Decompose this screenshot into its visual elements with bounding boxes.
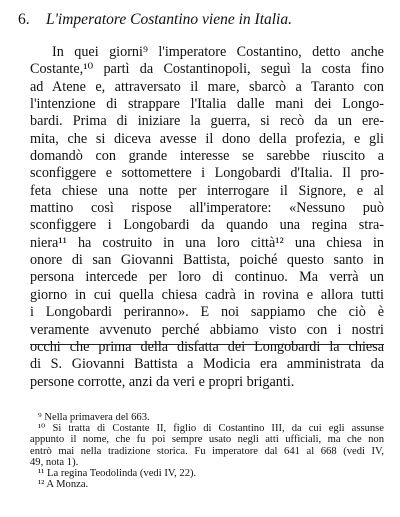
body-line: feta chiese una notte per interrogare il Signore, e al — [30, 182, 384, 199]
section-heading — [18, 10, 292, 30]
body-line: giorno in cui quella chiesa cadrà in rovina e allora tutti — [30, 286, 384, 303]
body-line: ad Atene e, attraversato il mare, sbarcò a Taranto con — [30, 78, 384, 95]
footnotes — [30, 412, 384, 490]
body-line: mita, che si diceva avesse il dono della profezia, e gli — [30, 130, 384, 147]
body-line: niera¹¹ ha costruito in una loro città¹² una chiesa in — [30, 234, 384, 251]
body-line: bardi. Prima di iniziare la guerra, si recò da un ere- — [30, 113, 384, 130]
section-number: 6. — [18, 11, 30, 28]
body-line: persona intercede per loro di continuo. Ma verrà un — [30, 269, 384, 286]
footnote-line: appunto il nome, che fu poi sempre usato negli atti ufficiali, ma che non — [30, 434, 384, 446]
footnote-line: ⁹ Nella primavera del 663. — [38, 412, 150, 423]
divider-line — [30, 344, 384, 345]
body-line: l'intenzione di strappare l'Italia dalle mani dei Longo- — [30, 96, 384, 113]
body-line: i Longobardi periranno». E noi sappiamo che ciò è — [30, 304, 384, 321]
body-line: sconfiggere i Longobardi da quando una regina stra- — [30, 217, 384, 234]
body-text — [30, 44, 384, 391]
footnote-line: ¹² A Monza. — [38, 479, 89, 491]
body-line: persone corrotte, anzi da veri e propri briganti. — [30, 373, 295, 390]
footnote-line: ¹¹ La regina Teodolinda (vedi IV, 22). — [38, 467, 197, 479]
body-line: sconfiggere e sottomettere i Longobardi d'Italia. Il pro- — [30, 165, 384, 182]
body-line: di S. Giovanni Battista a Modicia era amministrata da — [30, 356, 384, 373]
section-title: L'imperatore Costantino viene in Italia. — [46, 11, 292, 28]
body-line: veramente avvenuto perché abbiamo visto con i nostri — [30, 321, 384, 338]
footnote-line: ¹⁰ Si tratta di Costante II, figlio di Costantino III, da cui egli assunse — [38, 423, 384, 435]
body-line: mattino così rispose all'imperatore: «Nessuno può — [30, 200, 384, 217]
body-line: domandò con grande interesse se sarebbe riuscito a — [30, 148, 384, 165]
footnote-line: 49, nota 1). — [30, 456, 79, 468]
body-line: onore di san Giovanni Battista, poiché questo santo in — [30, 252, 384, 269]
footnote-line: entrò mai nella tradizione storica. Fu imperatore dal 641 al 668 (vedi IV, — [30, 445, 384, 457]
body-line: In quei giorni⁹ l'imperatore Costantino, detto anche — [52, 44, 384, 60]
body-line: occhi che prima della disfatta dei Longobardi la chiesa — [30, 338, 384, 355]
body-line: Costante,¹⁰ partì da Costantinopoli, seguì la costa fino — [30, 61, 384, 78]
